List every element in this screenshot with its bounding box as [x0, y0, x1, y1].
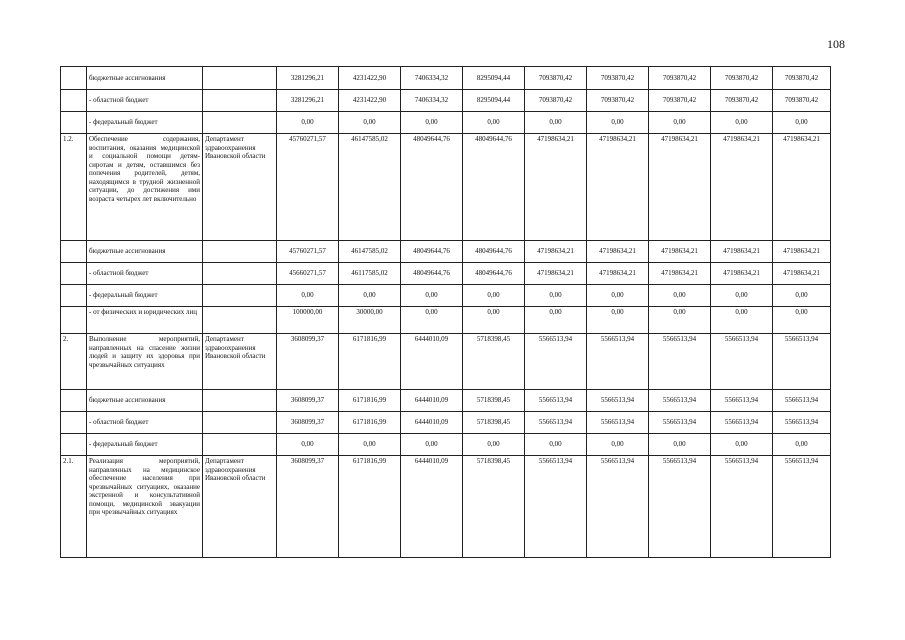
amount-cell: 5566513,94: [773, 334, 831, 390]
amount-cell: 7093870,42: [587, 90, 649, 112]
table-row: [61, 390, 831, 412]
row-index: [61, 112, 87, 134]
row-executor: [203, 434, 277, 456]
amount-cell: 48049644,76: [463, 263, 525, 285]
amount-cell: 47198634,21: [711, 134, 773, 241]
table-row: [61, 334, 831, 390]
amount-cell: 0,00: [649, 285, 711, 307]
amount-cell: 46117585,02: [339, 263, 401, 285]
row-executor: [203, 285, 277, 307]
row-executor: [203, 412, 277, 434]
row-index: 1.2.: [61, 134, 87, 241]
amount-cell: 5566513,94: [587, 456, 649, 558]
amount-cell: 0,00: [339, 285, 401, 307]
amount-cell: 5566513,94: [711, 412, 773, 434]
amount-cell: 6444010,09: [401, 334, 463, 390]
row-name: Обеспечение содержания, воспитания, оказания медицинской и социальной помощи детям-сиротам и детям, оставшимся без попечения родителей, детям, находящимся в трудной жизненной ситуации, до достижения ими возраста четырех лет включительно: [87, 134, 203, 241]
amount-cell: 0,00: [773, 434, 831, 456]
amount-cell: 48049644,76: [401, 134, 463, 241]
amount-cell: 0,00: [463, 285, 525, 307]
amount-cell: 47198634,21: [773, 134, 831, 241]
row-index: [61, 263, 87, 285]
row-name: Реализация мероприятий, направленных на медицинское обеспечение населения при чрезвычайных ситуациях, оказание экстренной и консультативной помощи, медицинской эвакуации при чрезвычайных ситуациях: [87, 456, 203, 558]
amount-cell: 5566513,94: [587, 390, 649, 412]
amount-cell: 0,00: [649, 434, 711, 456]
amount-cell: 5566513,94: [649, 456, 711, 558]
amount-cell: 5566513,94: [711, 456, 773, 558]
amount-cell: 47198634,21: [711, 263, 773, 285]
amount-cell: 45760271,57: [277, 241, 339, 263]
amount-cell: 48049644,76: [463, 241, 525, 263]
row-executor: [203, 390, 277, 412]
budget-table: [60, 66, 831, 558]
amount-cell: 47198634,21: [649, 241, 711, 263]
table-row: [61, 67, 831, 90]
row-executor: Департамент здравоохранения Ивановской области: [203, 134, 277, 241]
table-row: [61, 134, 831, 241]
amount-cell: 5566513,94: [649, 390, 711, 412]
amount-cell: 7093870,42: [587, 67, 649, 90]
amount-cell: 0,00: [277, 434, 339, 456]
amount-cell: 5566513,94: [525, 456, 587, 558]
row-name: бюджетные ассигнования: [87, 241, 203, 263]
amount-cell: 0,00: [711, 285, 773, 307]
amount-cell: 6171816,99: [339, 390, 401, 412]
amount-cell: 5566513,94: [649, 412, 711, 434]
amount-cell: 6171816,99: [339, 334, 401, 390]
amount-cell: 45760271,57: [277, 134, 339, 241]
amount-cell: 0,00: [587, 112, 649, 134]
amount-cell: 7093870,42: [773, 90, 831, 112]
row-index: [61, 67, 87, 90]
amount-cell: 48049644,76: [463, 134, 525, 241]
amount-cell: 4231422,90: [339, 90, 401, 112]
amount-cell: 0,00: [711, 434, 773, 456]
amount-cell: 8295094,44: [463, 90, 525, 112]
amount-cell: 6171816,99: [339, 456, 401, 558]
amount-cell: 3608099,37: [277, 412, 339, 434]
amount-cell: 5566513,94: [587, 334, 649, 390]
amount-cell: 5566513,94: [525, 390, 587, 412]
amount-cell: 46147585,02: [339, 241, 401, 263]
amount-cell: 5566513,94: [525, 412, 587, 434]
amount-cell: 47198634,21: [773, 263, 831, 285]
amount-cell: 100000,00: [277, 307, 339, 334]
amount-cell: 0,00: [773, 285, 831, 307]
amount-cell: 48049644,76: [401, 263, 463, 285]
table-body: [61, 67, 831, 558]
row-index: [61, 434, 87, 456]
row-executor: [203, 307, 277, 334]
amount-cell: 0,00: [711, 307, 773, 334]
row-executor: [203, 67, 277, 90]
row-index: [61, 307, 87, 334]
amount-cell: 7093870,42: [525, 90, 587, 112]
amount-cell: 5566513,94: [587, 412, 649, 434]
amount-cell: 7406334,32: [401, 90, 463, 112]
amount-cell: 3281296,21: [277, 67, 339, 90]
amount-cell: 0,00: [711, 112, 773, 134]
amount-cell: 47198634,21: [587, 263, 649, 285]
table-row: [61, 456, 831, 558]
amount-cell: 0,00: [401, 112, 463, 134]
amount-cell: 45660271,57: [277, 263, 339, 285]
row-executor: [203, 263, 277, 285]
amount-cell: 46147585,02: [339, 134, 401, 241]
amount-cell: 0,00: [401, 307, 463, 334]
amount-cell: 47198634,21: [525, 134, 587, 241]
amount-cell: 3608099,37: [277, 334, 339, 390]
amount-cell: 6444010,09: [401, 456, 463, 558]
row-executor: [203, 112, 277, 134]
table-row: [61, 307, 831, 334]
amount-cell: 5566513,94: [711, 334, 773, 390]
table-row: [61, 263, 831, 285]
row-executor: Департамент здравоохранения Ивановской области: [203, 456, 277, 558]
amount-cell: 47198634,21: [773, 241, 831, 263]
amount-cell: 5718398,45: [463, 334, 525, 390]
amount-cell: 47198634,21: [649, 263, 711, 285]
amount-cell: 5718398,45: [463, 412, 525, 434]
amount-cell: 0,00: [463, 307, 525, 334]
amount-cell: 6444010,09: [401, 390, 463, 412]
row-index: 2.: [61, 334, 87, 390]
amount-cell: 3608099,37: [277, 390, 339, 412]
amount-cell: 7093870,42: [649, 90, 711, 112]
amount-cell: 3608099,37: [277, 456, 339, 558]
amount-cell: 0,00: [525, 434, 587, 456]
amount-cell: 0,00: [277, 285, 339, 307]
amount-cell: 5566513,94: [773, 390, 831, 412]
row-name: - федеральный бюджет: [87, 112, 203, 134]
amount-cell: 3281296,21: [277, 90, 339, 112]
amount-cell: 0,00: [401, 285, 463, 307]
table-row: [61, 412, 831, 434]
row-name: - областной бюджет: [87, 263, 203, 285]
table-row: [61, 285, 831, 307]
amount-cell: 5566513,94: [773, 412, 831, 434]
row-index: [61, 90, 87, 112]
row-index: [61, 412, 87, 434]
row-name: бюджетные ассигнования: [87, 67, 203, 90]
amount-cell: 5566513,94: [773, 456, 831, 558]
row-executor: Департамент здравоохранения Ивановской области: [203, 334, 277, 390]
amount-cell: 7093870,42: [525, 67, 587, 90]
amount-cell: 47198634,21: [587, 134, 649, 241]
amount-cell: 5718398,45: [463, 390, 525, 412]
amount-cell: 0,00: [649, 307, 711, 334]
row-executor: [203, 90, 277, 112]
amount-cell: 5566513,94: [525, 334, 587, 390]
page-number: 108: [827, 37, 845, 51]
amount-cell: 47198634,21: [525, 241, 587, 263]
amount-cell: 0,00: [463, 434, 525, 456]
row-executor: [203, 241, 277, 263]
amount-cell: 6444010,09: [401, 412, 463, 434]
row-name: - федеральный бюджет: [87, 285, 203, 307]
amount-cell: 4231422,90: [339, 67, 401, 90]
amount-cell: 6171816,99: [339, 412, 401, 434]
amount-cell: 0,00: [525, 285, 587, 307]
amount-cell: 0,00: [401, 434, 463, 456]
row-name: бюджетные ассигнования: [87, 390, 203, 412]
amount-cell: 30000,00: [339, 307, 401, 334]
amount-cell: 0,00: [649, 112, 711, 134]
row-name: - федеральный бюджет: [87, 434, 203, 456]
amount-cell: 47198634,21: [587, 241, 649, 263]
amount-cell: 48049644,76: [401, 241, 463, 263]
amount-cell: 0,00: [587, 307, 649, 334]
amount-cell: 0,00: [525, 307, 587, 334]
row-name: - областной бюджет: [87, 412, 203, 434]
row-index: 2.1.: [61, 456, 87, 558]
row-index: [61, 285, 87, 307]
row-name: - от физических и юридических лиц: [87, 307, 203, 334]
table-row: [61, 112, 831, 134]
amount-cell: 7093870,42: [711, 90, 773, 112]
amount-cell: 5566513,94: [649, 334, 711, 390]
amount-cell: 0,00: [525, 112, 587, 134]
amount-cell: 8295094,44: [463, 67, 525, 90]
amount-cell: 0,00: [339, 112, 401, 134]
amount-cell: 7093870,42: [773, 67, 831, 90]
amount-cell: 47198634,21: [711, 241, 773, 263]
amount-cell: 0,00: [339, 434, 401, 456]
amount-cell: 47198634,21: [525, 263, 587, 285]
amount-cell: 0,00: [587, 434, 649, 456]
amount-cell: 0,00: [463, 112, 525, 134]
table-row: [61, 434, 831, 456]
amount-cell: 0,00: [587, 285, 649, 307]
row-index: [61, 241, 87, 263]
row-index: [61, 390, 87, 412]
amount-cell: 0,00: [773, 112, 831, 134]
amount-cell: 0,00: [277, 112, 339, 134]
amount-cell: 0,00: [773, 307, 831, 334]
row-name: - областной бюджет: [87, 90, 203, 112]
row-name: Выполнение мероприятий, направленных на спасение жизни людей и защиту их здоровья при чрезвычайных ситуациях: [87, 334, 203, 390]
amount-cell: 7093870,42: [711, 67, 773, 90]
amount-cell: 7406334,32: [401, 67, 463, 90]
amount-cell: 5718398,45: [463, 456, 525, 558]
amount-cell: 47198634,21: [649, 134, 711, 241]
amount-cell: 7093870,42: [649, 67, 711, 90]
table-row: [61, 90, 831, 112]
table-row: [61, 241, 831, 263]
amount-cell: 5566513,94: [711, 390, 773, 412]
